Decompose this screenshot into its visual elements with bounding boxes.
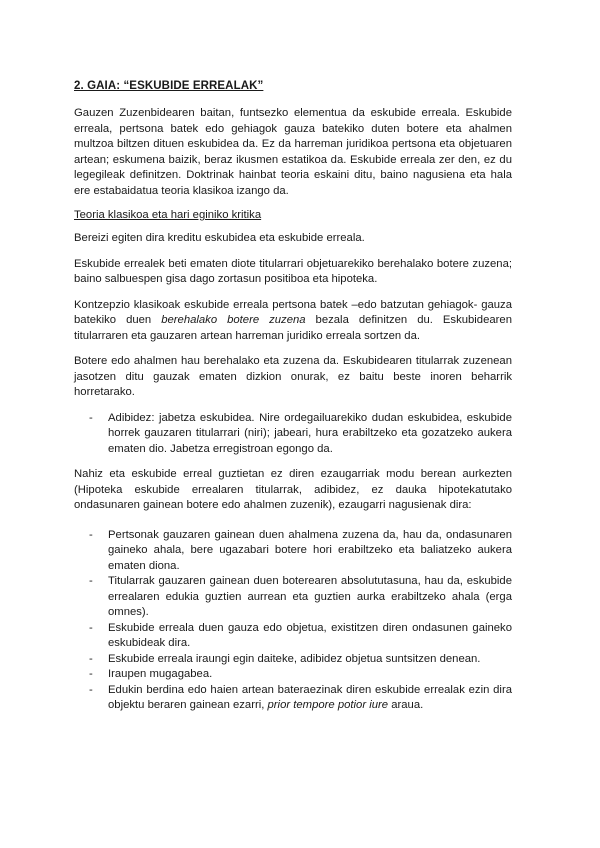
paragraph-3: [74, 298, 512, 345]
list-item: [74, 574, 512, 621]
list-item-text-a: Edukin berdina edo haien artean bateraezinak diren eskubide errealak ezin dira objektu beraren gainean ezarri,: [108, 683, 512, 711]
dash-bullet: -: [89, 575, 93, 587]
list-item-text: Titularrak gauzaren gainean duen boterearen absolututasuna, hau da, eskubide errealaren edukia guztien aurrean eta guztien aurka erabiltzeko ahala (erga omnes).: [108, 575, 512, 618]
paragraph-3-text-a: Kontzepzio klasikoak eskubide erreala pertsona batek –edo batzutan gehiagok- gauza batekiko duen: [74, 298, 512, 326]
section-subheading: Teoria klasikoa eta hari eginiko kritika: [74, 209, 262, 221]
list-item-text-b: araua.: [388, 699, 424, 711]
dash-bullet: -: [89, 411, 93, 424]
paragraph-2: Eskubide errealek beti ematen diote titularrari objetuarekiko berehalako botere zuzena; baino salbuespen gisa dago zortasun positiboa eta hipoteka.: [74, 257, 512, 285]
latin-maxim: prior tempore potior iure: [267, 699, 389, 711]
list-item-text: Eskubide erreala duen gauza edo objetua, existitzen diren ondasunen gaineko eskubideak dira.: [108, 621, 512, 649]
dash-bullet: -: [89, 652, 93, 665]
example-list: [74, 411, 512, 458]
list-item: [74, 411, 512, 458]
dash-bullet: -: [89, 668, 93, 680]
list-item: [74, 621, 512, 652]
dash-bullet: -: [89, 528, 93, 541]
list-item-text: Eskubide erreala iraungi egin daiteke, adibidez objetua suntsitzen denean.: [108, 652, 481, 665]
dash-bullet: -: [89, 683, 93, 696]
list-item: [74, 667, 512, 683]
list-item: [74, 652, 512, 668]
paragraph-1: Bereizi egiten dira kreditu eskubidea eta eskubide erreala.: [74, 232, 365, 244]
paragraph-3-text-b: bezala definitzen du. Eskubidearen titularraren eta gauzaren artean harreman juridiko erreala sortzen da.: [74, 314, 512, 342]
paragraph-3-emphasis: berehalako botere zuzena: [161, 314, 306, 326]
intro-paragraph: Gauzen Zuzenbidearen baitan, funtsezko elementua da eskubide erreala. Eskubide erreala, pertsona batek edo gehiagok gauza batekiko duten botere eta ahalmen multzoa biltzen dituen eskubidea da. Ez da harreman juridikoa pertsona eta objetuaren artean; eskumena baizik, beraz ikusmen estatikoa da. Eskubide erreala zer den, ez du legegileak definitzen. Doktrinak hainbat teoria eskaini ditu, baino nagusiena eta hala ere estabaidatua teoria klasikoa izango da.: [74, 107, 512, 197]
list-item-text: Pertsonak gauzaren gainean duen ahalmena zuzena da, hau da, ondasunaren gaineko ahala, bere ugazabari botere hori erabiltzeko eta baliatzeko aukera ematen diona.: [108, 528, 512, 572]
characteristics-list: [74, 528, 512, 714]
page-title: 2. GAIA: “ESKUBIDE ERREALAK”: [74, 80, 264, 92]
dash-bullet: -: [89, 621, 93, 634]
list-item-text: Iraupen mugagabea.: [108, 668, 213, 680]
list-item-text: Adibidez: jabetza eskubidea. Nire ordegailuarekiko dudan eskubidea, eskubide horrek gauzaren titularrari (niri); jabeari, hura erabiltzeko eta gozatzeko aukera ematen dio. Jabetza erregistroan egongo da.: [108, 411, 512, 455]
list-item: [74, 528, 512, 575]
paragraph-4: Botere edo ahalmen hau berehalako eta zuzena da. Eskubidearen titularrak zuzenean jasotzen ditu gauzak ematen dizkion onurak, ez baitu beste inoren beharrik horretarako.: [74, 355, 512, 398]
list-item: [74, 683, 512, 714]
paragraph-5: Nahiz eta eskubide erreal guztietan ez diren ezaugarriak modu berean aurkezten (Hipoteka eskubide errealaren titularrak, adibidez, ez dauka hipotekatutako ondasunaren gainean botere edo ahalmen zuzenik), ezaugarri nagusienak dira:: [74, 468, 512, 511]
